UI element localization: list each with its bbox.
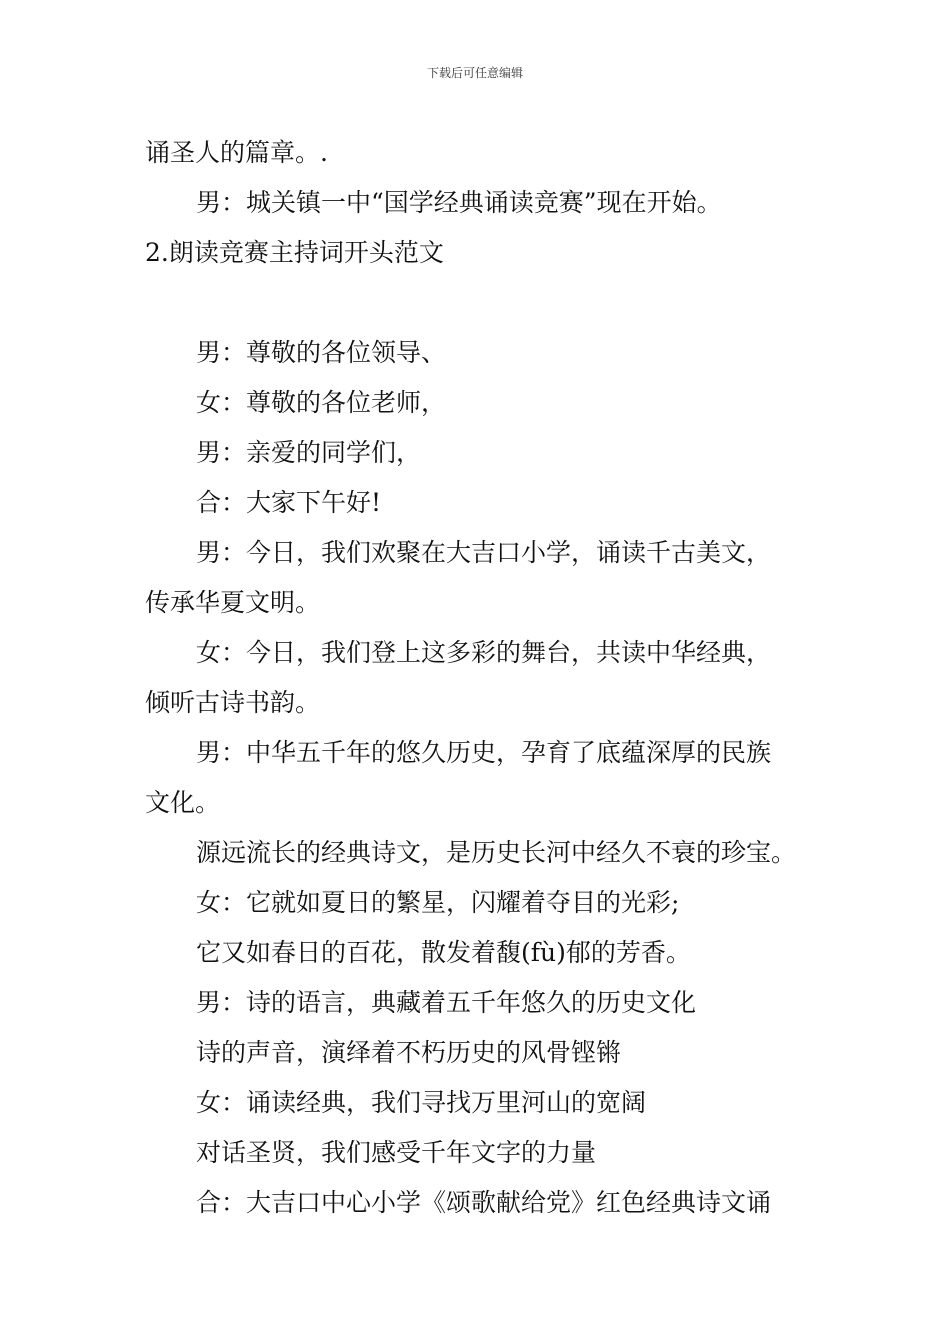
text-line: 女：今日，我们登上这多彩的舞台，共读中华经典， — [196, 638, 772, 667]
text-line: 合：大吉口中心小学《颂歌献给党》红色经典诗文诵 — [196, 1188, 772, 1217]
text-line: 女：诵读经典，我们寻找万里河山的宽阔 — [196, 1088, 647, 1117]
blank-line — [145, 278, 810, 328]
text-line: 男：诗的语言，典藏着五千年悠久的历史文化 — [196, 988, 697, 1017]
text-line: 传承华夏文明。 — [145, 588, 321, 617]
text-line: 对话圣贤，我们感受千年文字的力量 — [196, 1138, 597, 1167]
text-line: 男：亲爱的同学们， — [196, 438, 422, 467]
text-line: 男：今日，我们欢聚在大吉口小学，诵读千古美文， — [196, 538, 772, 567]
text-line: 倾听古诗书韵。 — [145, 688, 321, 717]
text-line: 合：大家下午好! — [196, 488, 382, 517]
text-line: 男：城关镇一中“国学经典诵读竞赛”现在开始。 — [196, 188, 722, 217]
text-line: 男：中华五千年的悠久历史，孕育了底蕴深厚的民族 — [196, 738, 772, 767]
page-header: 下载后可任意编辑 — [426, 66, 523, 80]
text-line: 女：它就如夏日的繁星，闪耀着夺目的光彩; — [196, 888, 680, 917]
text-line: 女：尊敬的各位老师， — [196, 388, 447, 417]
text-line: 文化。 — [145, 788, 221, 817]
text-line: 源远流长的经典诗文，是历史长河中经久不衰的珍宝。 — [196, 838, 797, 867]
text-line: 诗的声音，演绎着不朽历史的风骨铿锵 — [196, 1038, 622, 1067]
text-line: 它又如春日的百花，散发着馥(fù)郁的芳香。 — [196, 938, 691, 967]
document-body — [145, 128, 810, 1228]
section-heading: 2.朗读竞赛主持词开头范文 — [145, 238, 444, 267]
text-line: 男：尊敬的各位领导、 — [196, 338, 447, 367]
text-line: 诵圣人的篇章。. — [145, 138, 328, 167]
